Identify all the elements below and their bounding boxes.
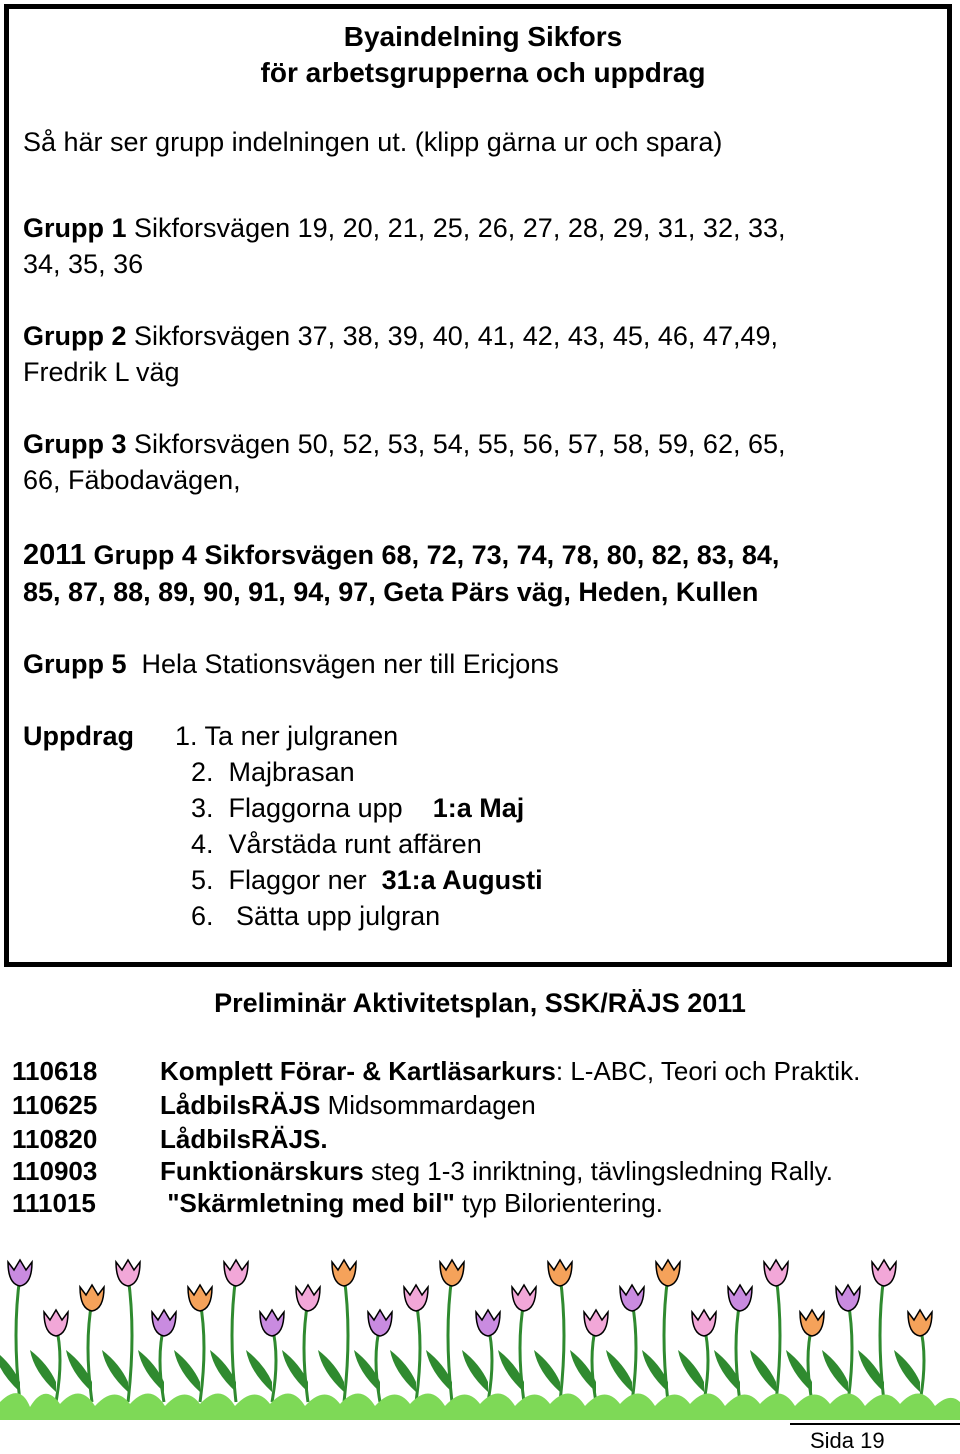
tulip-flower bbox=[800, 1310, 824, 1336]
tasks-label: Uppdrag bbox=[23, 721, 134, 751]
tulip-leaf bbox=[750, 1350, 776, 1392]
tulip-leaf bbox=[822, 1350, 848, 1392]
group-2-line2: Fredrik L väg bbox=[23, 357, 180, 387]
tulip-flower bbox=[260, 1310, 284, 1336]
group-label: Grupp 1 bbox=[23, 213, 127, 243]
group-assignment-box bbox=[4, 4, 952, 967]
tulip-flower bbox=[836, 1285, 860, 1311]
tulip-flower bbox=[116, 1260, 140, 1286]
tulip-border-illustration bbox=[0, 1232, 960, 1420]
task-3: 3. Flaggorna upp 1:a Maj bbox=[191, 793, 525, 823]
tulip-leaf bbox=[894, 1350, 920, 1392]
task-6: 6. Sätta upp julgran bbox=[191, 901, 441, 931]
tulip-flower bbox=[728, 1285, 752, 1311]
group-4-line2: 85, 87, 88, 89, 90, 91, 94, 97, Geta Pärs väg, Heden, Kullen bbox=[23, 577, 759, 607]
tulip-flower bbox=[44, 1310, 68, 1336]
group-3-line2: 66, Fäbodavägen, bbox=[23, 465, 241, 495]
footer-rule bbox=[790, 1423, 960, 1425]
tulip-stem bbox=[704, 1326, 708, 1402]
tulip-stem bbox=[848, 1301, 852, 1402]
tulip-stem bbox=[776, 1276, 780, 1402]
task-4: 4. Vårstäda runt affären bbox=[191, 829, 482, 859]
tulip-flower bbox=[296, 1285, 320, 1311]
group-4-year: 2011 bbox=[23, 539, 86, 571]
group-1-line1: Grupp 1 Sikforsvägen 19, 20, 21, 25, 26, 27, 28, 29, 31, 32, 33, bbox=[23, 213, 786, 243]
grass-strip bbox=[0, 1393, 960, 1420]
tulip-flower bbox=[332, 1260, 356, 1286]
tulip-flower bbox=[656, 1260, 680, 1286]
plan-row: 110820 LådbilsRÄJS. bbox=[12, 1124, 328, 1154]
task-2: 2. Majbrasan bbox=[191, 757, 355, 787]
tulip-leaf bbox=[30, 1350, 56, 1392]
tulip-leaf bbox=[318, 1350, 344, 1392]
tulip-flower bbox=[764, 1260, 788, 1286]
tulip-flower bbox=[908, 1310, 932, 1336]
task-5: 5. Flaggor ner 31:a Augusti bbox=[191, 865, 543, 895]
tulip-flower bbox=[404, 1285, 428, 1311]
tulip-leaf bbox=[462, 1350, 488, 1392]
tulip-flower bbox=[692, 1310, 716, 1336]
plan-row: 110903 Funktionärskurs steg 1-3 inriktning, tävlingsledning Rally. bbox=[12, 1156, 833, 1186]
tulip-flower bbox=[476, 1310, 500, 1336]
tulip-flower bbox=[152, 1310, 176, 1336]
tulip-stem bbox=[488, 1326, 492, 1402]
tulip-flower bbox=[80, 1285, 104, 1311]
tulip-leaf bbox=[174, 1350, 200, 1392]
tulip-stem bbox=[920, 1326, 924, 1402]
tulip-stem bbox=[272, 1326, 276, 1402]
tulip-stem bbox=[200, 1301, 204, 1402]
tulip-stem bbox=[560, 1276, 564, 1402]
tulip-stem bbox=[128, 1276, 132, 1402]
tulip-leaf bbox=[678, 1350, 704, 1392]
group-4-line1: 2011 Grupp 4 Sikforsvägen 68, 72, 73, 74, 78, 80, 82, 83, 84, bbox=[23, 539, 780, 571]
tulip-flower bbox=[584, 1310, 608, 1336]
group-label: Grupp 3 bbox=[23, 429, 127, 459]
tulip-flower bbox=[548, 1260, 572, 1286]
group-1-line2: 34, 35, 36 bbox=[23, 249, 144, 279]
group-3-line1: Grupp 3 Sikforsvägen 50, 52, 53, 54, 55, 56, 57, 58, 59, 62, 65, bbox=[23, 429, 786, 459]
intro-text: Så här ser grupp indelningen ut. (klipp gärna ur och spara) bbox=[23, 127, 723, 157]
tulip-flower bbox=[188, 1285, 212, 1311]
tulip-flower bbox=[368, 1310, 392, 1336]
group-label: Grupp 2 bbox=[23, 321, 127, 351]
tulip-stem bbox=[344, 1276, 348, 1402]
box-title-line1: Byaindelning Sikfors bbox=[343, 21, 623, 52]
tulip-flower bbox=[440, 1260, 464, 1286]
tulip-leaf bbox=[390, 1350, 416, 1392]
plan-row: 110625 LådbilsRÄJS Midsommardagen bbox=[12, 1090, 536, 1120]
group-5-line1: Grupp 5 Hela Stationsvägen ner till Ericjons bbox=[23, 649, 559, 679]
tulip-leaf bbox=[534, 1350, 560, 1392]
activity-plan-title: Preliminär Aktivitetsplan, SSK/RÄJS 2011 bbox=[214, 988, 746, 1018]
tulip-flower bbox=[8, 1260, 32, 1286]
plan-row: 110618 Komplett Förar- & Kartläsarkurs: L-ABC, Teori och Praktik. bbox=[12, 1056, 861, 1086]
tulip-flower bbox=[512, 1285, 536, 1311]
plan-row: 111015 "Skärmletning med bil" typ Bilorientering. bbox=[12, 1188, 663, 1218]
tulip-leaf bbox=[246, 1350, 272, 1392]
tulip-stem bbox=[56, 1326, 60, 1402]
tulip-flower bbox=[872, 1260, 896, 1286]
tulip-stem bbox=[632, 1301, 636, 1402]
box-title-line2: för arbetsgrupperna och uppdrag bbox=[260, 57, 706, 88]
tulip-leaf bbox=[102, 1350, 128, 1392]
tulip-leaf bbox=[606, 1350, 632, 1392]
tulip-stem bbox=[416, 1301, 420, 1402]
group-label: Grupp 5 bbox=[23, 649, 127, 679]
task-1: 1. Ta ner julgranen bbox=[175, 721, 399, 751]
tulip-flower bbox=[224, 1260, 248, 1286]
tulip-flower bbox=[620, 1285, 644, 1311]
group-2-line1: Grupp 2 Sikforsvägen 37, 38, 39, 40, 41, 42, 43, 45, 46, 47,49, bbox=[23, 321, 778, 351]
page-number: Sida 19 bbox=[810, 1428, 885, 1453]
group-label: Grupp 4 bbox=[93, 540, 197, 570]
